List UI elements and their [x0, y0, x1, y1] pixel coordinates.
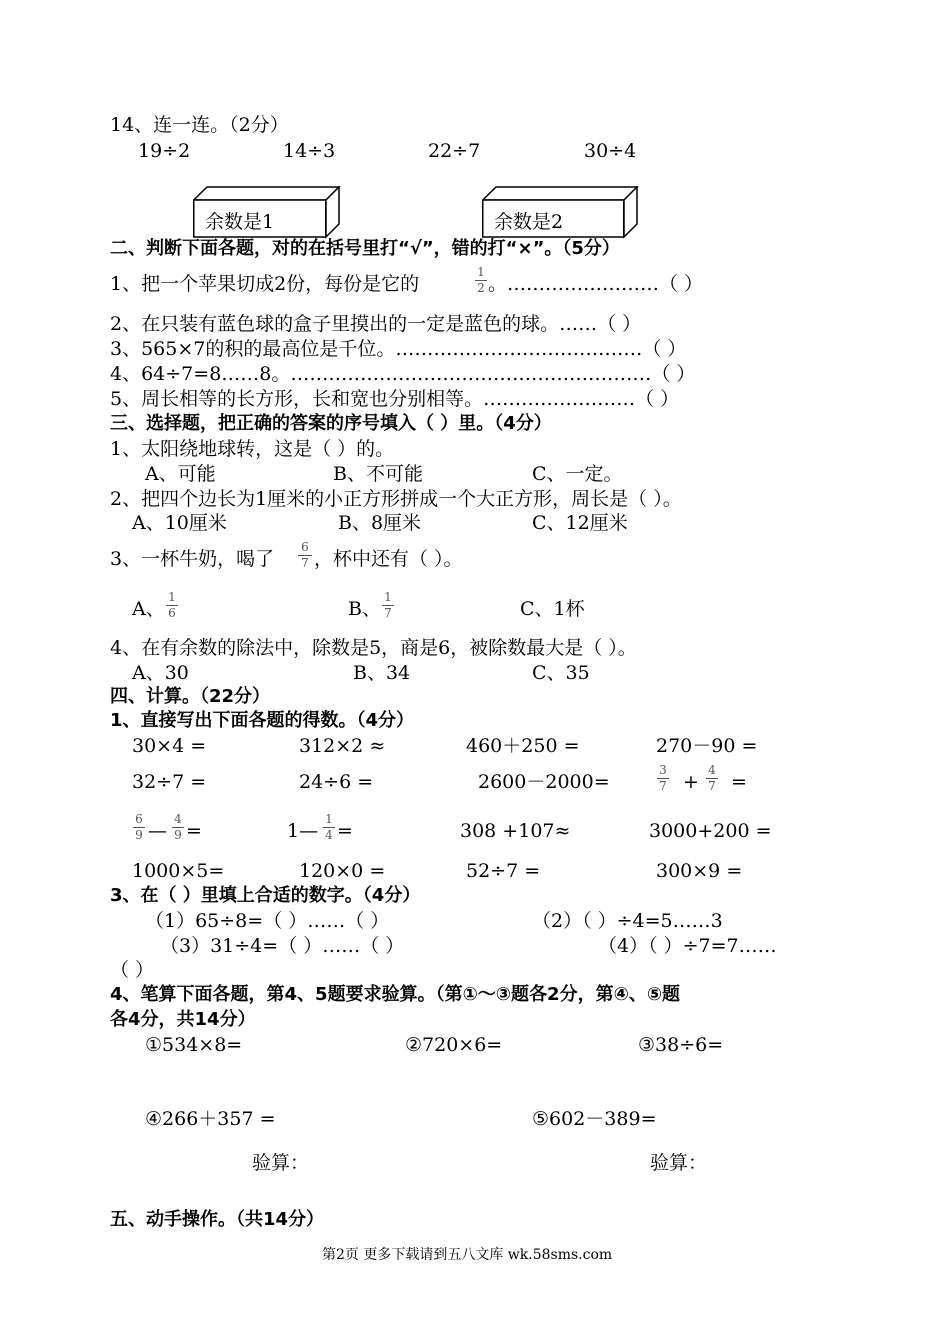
section-5-heading: 五、动手操作。（共14分） — [110, 1209, 325, 1230]
calc-r4-c1: 1000×5= — [132, 860, 225, 882]
s3-q1-opt-c: C、一定。 — [532, 463, 623, 485]
calc-r2-c4-op: + — [683, 771, 699, 793]
s3-q1: 1、太阳绕地球转，这是（ ）的。 — [110, 438, 395, 460]
calc-r4-c2: 120×0 = — [299, 860, 386, 882]
s3-q2-opt-b: B、8厘米 — [338, 512, 422, 534]
calc-r1-c3: 460＋250 = — [466, 735, 580, 757]
s3-q3-opt-b-fraction: 1 7 — [382, 591, 394, 620]
q14-item-2: 14÷3 — [283, 140, 336, 162]
written-calc-2: ②720×6= — [405, 1034, 503, 1056]
calc-r3-c1-frac2: 4 9 — [172, 813, 184, 842]
s3-q3-opt-c: C、1杯 — [520, 598, 585, 620]
calc-r3-c2-eq: = — [337, 820, 353, 842]
s2-q5: 5、周长相等的长方形，长和宽也分别相等。……………………（ ） — [110, 388, 680, 410]
s3-q4: 4、在有余数的除法中，除数是5，商是6，被除数最大是（ ）。 — [110, 637, 637, 659]
calc-r2-c4-eq: = — [731, 771, 747, 793]
written-calc-5: ⑤602－389= — [532, 1108, 657, 1130]
s3-q4-opt-a: A、30 — [132, 662, 189, 684]
calc-r2-c1: 32÷7 = — [132, 771, 207, 793]
calc-r3-c3: 308 +107≈ — [460, 820, 571, 842]
s3-q2: 2、把四个边长为1厘米的小正方形拼成一个大正方形，周长是（ ）。 — [110, 488, 682, 510]
remainder-box-1-label: 余数是1 — [205, 211, 275, 233]
calc-r3-c1-frac1: 6 9 — [133, 813, 145, 842]
s2-q1-tail: 。……………………（ ） — [488, 273, 704, 295]
fill-4: （4）（ ）÷7=7…… — [598, 935, 777, 957]
q14-title: 14、连一连。（2分） — [110, 114, 289, 136]
s4-part1-heading: 1、直接写出下面各题的得数。（4分） — [110, 710, 415, 731]
calc-r2-c3: 2600－2000= — [478, 771, 610, 793]
q14-item-4: 30÷4 — [584, 140, 637, 162]
s4-part4-heading-1: 4、笔算下面各题，第4、5题要求验算。（第①～③题各2分，第④、⑤题 — [110, 984, 681, 1005]
s3-q1-opt-b: B、不可能 — [333, 463, 423, 485]
page-footer: 第2页 更多下载请到五八文库 wk.58sms.com — [322, 1247, 613, 1263]
written-calc-1: ①534×8= — [145, 1034, 243, 1056]
s3-q3-fraction: 6 7 — [298, 541, 312, 570]
fill-4-cont: （ ） — [110, 959, 155, 981]
s3-q3-opt-b: B、 — [348, 598, 381, 620]
s2-q4: 4、64÷7=8……8。…………………………………………………（ ） — [110, 363, 696, 385]
s4-part3-heading: 3、在（ ）里填上合适的数字。（4分） — [110, 885, 421, 906]
calc-r3-c4: 3000+200 = — [649, 820, 772, 842]
q14-item-3: 22÷7 — [428, 140, 481, 162]
s2-q2: 2、在只装有蓝色球的盒子里摸出的一定是蓝色的球。……（ ） — [110, 313, 642, 335]
written-calc-4: ④266＋357 = — [145, 1108, 276, 1130]
fill-1: （1）65÷8=（ ）……（ ） — [145, 910, 390, 932]
written-calc-3: ③38÷6= — [638, 1034, 724, 1056]
check-label-2: 验算： — [650, 1152, 708, 1174]
calc-r3-c1-eq: = — [186, 820, 202, 842]
s3-q4-opt-b: B、34 — [353, 662, 411, 684]
calc-r4-c4: 300×9 = — [656, 860, 743, 882]
s3-q1-opt-a: A、可能 — [145, 463, 216, 485]
calc-r1-c1: 30×4 = — [132, 735, 207, 757]
s2-q3: 3、565×7的积的最高位是千位。…………………………………（ ） — [110, 338, 687, 360]
calc-r2-c4-frac1: 3 7 — [657, 764, 669, 793]
calc-r3-c2-frac: 1 4 — [323, 813, 335, 842]
calc-r1-c4: 270－90 = — [656, 735, 758, 757]
calc-r3-c1-op: — — [148, 820, 167, 842]
s3-q3-text: 3、一杯牛奶，喝了 — [110, 548, 275, 570]
calc-r3-c2-a: 1— — [287, 820, 319, 842]
calc-r4-c3: 52÷7 = — [466, 860, 541, 882]
s3-q3-opt-a: A、 — [132, 598, 165, 620]
s2-q1-fraction: 1 2 — [475, 266, 487, 295]
remainder-box-2-label: 余数是2 — [494, 211, 564, 233]
s3-q4-opt-c: C、35 — [532, 662, 590, 684]
s3-q2-opt-a: A、10厘米 — [132, 512, 227, 534]
fill-3: （3）31÷4=（ ）……（ ） — [160, 935, 405, 957]
s4-part4-heading-2: 各4分，共14分） — [110, 1009, 256, 1030]
fill-2: （2）（ ）÷4=5……3 — [532, 910, 723, 932]
section-4-heading: 四、计算。（22分） — [110, 686, 271, 707]
calc-r1-c2: 312×2 ≈ — [299, 735, 386, 757]
section-3-heading: 三、选择题，把正确的答案的序号填入（ ）里。（4分） — [110, 413, 552, 434]
calc-r2-c2: 24÷6 = — [299, 771, 374, 793]
s3-q3-tail: ，杯中还有（ ）。 — [314, 548, 463, 570]
q14-item-1: 19÷2 — [138, 140, 191, 162]
s3-q2-opt-c: C、12厘米 — [532, 512, 628, 534]
check-label-1: 验算： — [252, 1152, 310, 1174]
calc-r2-c4-frac2: 4 7 — [706, 764, 718, 793]
s2-q1-text: 1、把一个苹果切成2份，每份是它的 — [110, 273, 420, 295]
s3-q3-opt-a-fraction: 1 6 — [166, 591, 178, 620]
section-2-heading: 二、判断下面各题，对的在括号里打“√”，错的打“×”。（5分） — [110, 238, 620, 259]
